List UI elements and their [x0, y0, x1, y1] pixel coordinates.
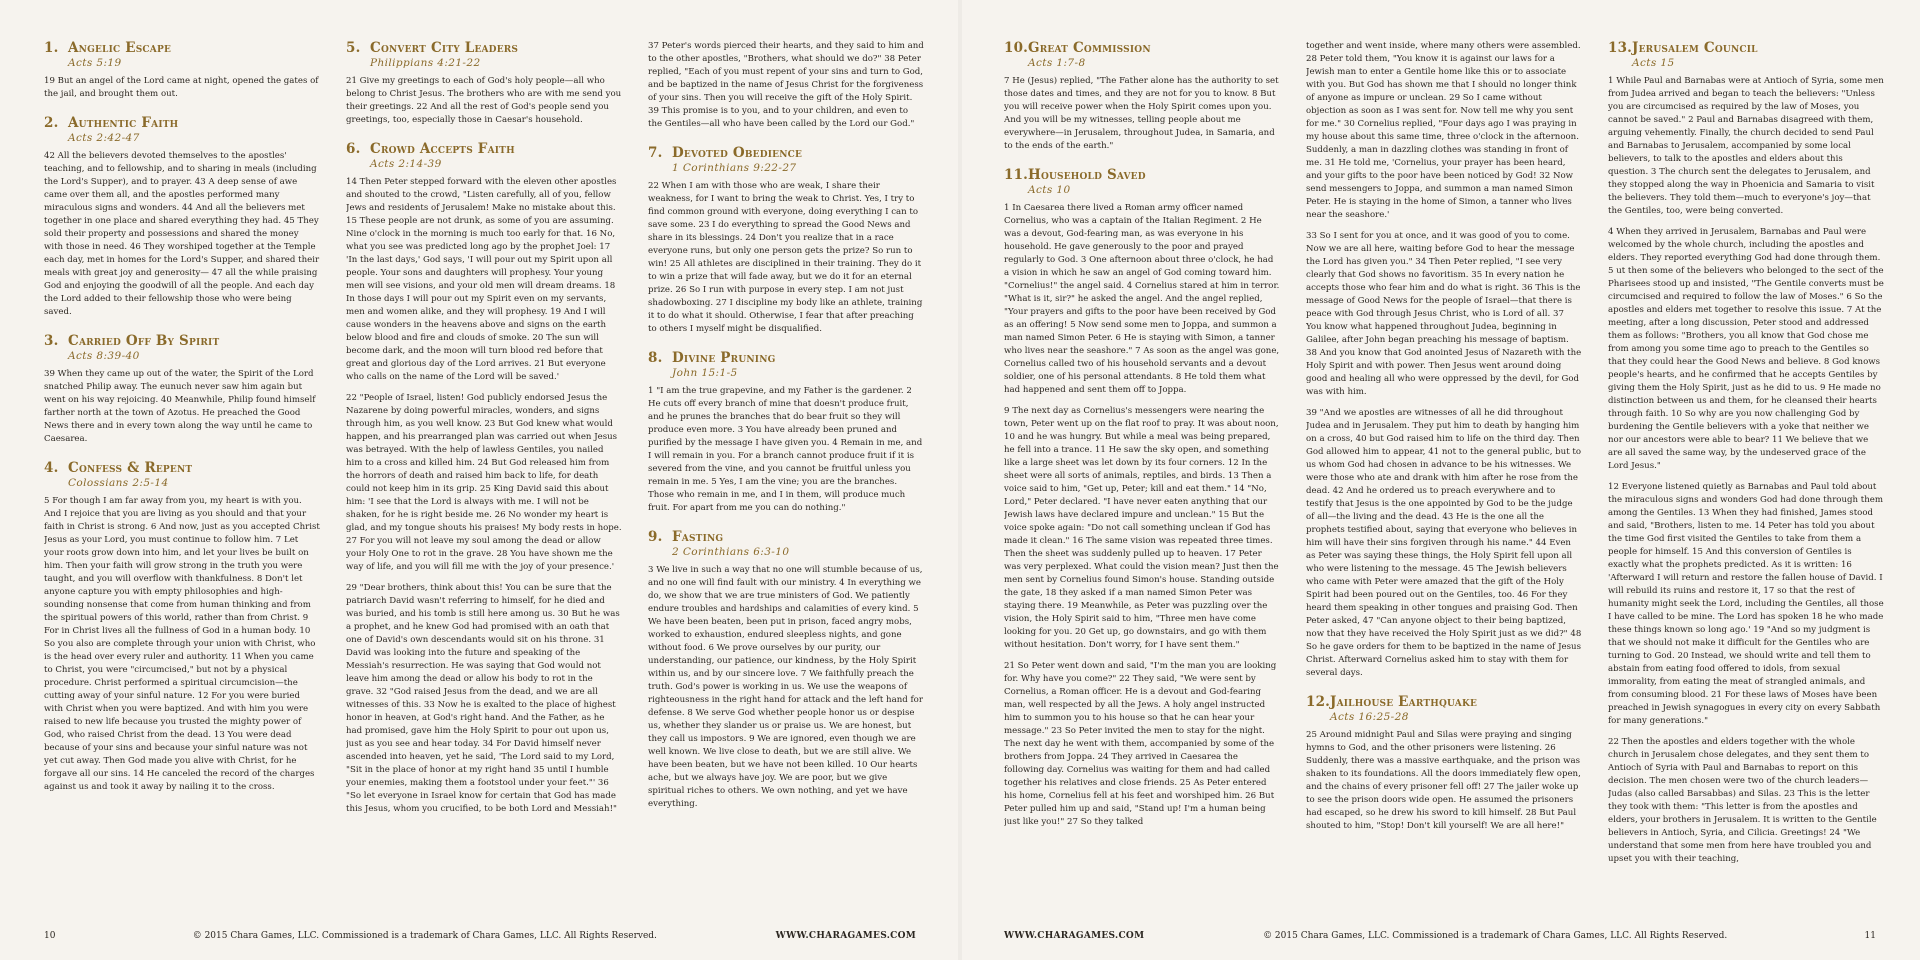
scripture-paragraph: 22 Then the apostles and elders together with the whole church in Jerusalem chose delegates, and they sent them to Antioch of Syria with Paul and Barnabas to report on this decision. The men chosen were two of the church leaders—Judas (also called Barsabbas) and Silas. 23 This is the letter they took with them: "This letter is from the apostles and elders, your brothers in Jerusalem. It is written to the Gentile believers in Antioch, Syria, and Cilicia. Greetings! 24 "We understand that some men from here have troubled you and upset you with their teaching, [1608, 737, 1877, 864]
scripture-paragraph: 39 When they came up out of the water, the Spirit of the Lord snatched Philip away. The eunuch never saw him again but went on his way rejoicing. 40 Meanwhile, Philip found himself farther north at the town of Azotus. He preached the Good News there and in every town along the way until he came to Caesarea. [44, 369, 316, 444]
section-heading [648, 145, 924, 161]
scripture-reference: John 15:1-5 [672, 367, 738, 379]
text-column [1608, 40, 1884, 900]
card-section [1004, 40, 1280, 153]
scripture-paragraph: 37 Peter's words pierced their hearts, and they said to him and to the other apostles, "Brothers, what should we do?" 38 Peter replied, "Each of you must repent of your sins and turn to God, and be baptized in the name of Jesus Christ for the forgiveness of your sins. Then you will receive the gift of the Holy Spirit. 39 This promise is to you, and to your children, and even to the Gentiles—all who have been called by the Lord our God." [648, 41, 924, 129]
scripture-paragraph: 42 All the believers devoted themselves to the apostles' teaching, and to fellowship, and to sharing in meals (including the Lord's Supper), and to prayer. 43 A deep sense of awe came over them all, and the apostles performed many miraculous signs and wonders. 44 And all the believers met together in one place and shared everything they had. 45 They sold their property and possessions and shared the money with those in need. 46 They worshiped together at the Temple each day, met in homes for the Lord's Supper, and shared their meals with great joy and generosity— 47 all the while praising God and enjoying the goodwill of all the people. And each day the Lord added to their fellowship those who were being saved. [44, 151, 320, 317]
section-heading [44, 333, 320, 349]
section-heading [1306, 694, 1582, 710]
section-heading [1004, 40, 1280, 56]
section-number: 7. [648, 145, 663, 161]
page-number: 10 [44, 931, 56, 941]
section-number: 11. [1004, 167, 1029, 183]
scripture-paragraph: 29 "Dear brothers, think about this! You can be sure that the patriarch David wasn't referring to himself, for he died and was buried, and his tomb is still here among us. 30 But he was a prophet, and he knew God had promised with an oath that one of David's own descendants would sit on his throne. 31 David was looking into the future and speaking of the Messiah's resurrection. He was saying that God would not leave him among the dead or allow his body to rot in the grave. 32 "God raised Jesus from the dead, and we are all witnesses of this. 33 Now he is exalted to the place of highest honor in heaven, at God's right hand. And the Father, as he had promised, gave him the Holy Spirit to pour out upon us, just as you see and hear today. 34 For David himself never ascended into heaven, yet he said, 'The Lord said to my Lord, "Sit in the place of honor at my right hand 35 until I humble your enemies, making them a footstool under your feet."' 36 "So let everyone in Israel know for certain that God has made this Jesus, whom you crucified, to be both Lord and Messiah!" [346, 583, 620, 814]
text-column [648, 40, 924, 900]
scripture-paragraph: 12 Everyone listened quietly as Barnabas and Paul told about the miraculous signs and wonders God had done through them among the Gentiles. 13 When they had finished, James stood and said, "Brothers, listen to me. 14 Peter has told you about the time God first visited the Gentiles to take from them a people for himself. 15 And this conversion of Gentiles is exactly what the prophets predicted. As it is written: 16 'Afterward I will return and restore the fallen house of David. I will rebuild its ruins and restore it, 17 so that the rest of humanity might seek the Lord, including the Gentiles, all those I have called to be mine. The Lord has spoken 18 he who made these things known so long ago.' 19 "And so my judgment is that we should not make it difficult for the Gentiles who are turning to God. 20 Instead, we should write and tell them to abstain from eating food offered to idols, from sexual immorality, from eating the meat of strangled animals, and from consuming blood. 21 For these laws of Moses have been preached in Jewish synagogues in every city on every Sabbath for many generations." [1608, 482, 1884, 726]
scripture-paragraph: 33 So I sent for you at once, and it was good of you to come. Now we are all here, waiting before God to hear the message the Lord has given you." 34 Then Peter replied, "I see very clearly that God shows no favoritism. 35 In every nation he accepts those who fear him and do what is right. 36 This is the message of Good News for the people of Israel—that there is peace with God through Jesus Christ, who is Lord of all. 37 You know what happened throughout Judea, beginning in Galilee, after John began preaching his message of baptism. 38 And you know that God anointed Jesus of Nazareth with the Holy Spirit and with power. Then Jesus went around doing good and healing all who were oppressed by the devil, for God was with him. [1306, 231, 1582, 397]
section-number: 6. [346, 141, 361, 157]
section-number: 13. [1608, 40, 1633, 56]
section-number: 12. [1306, 694, 1331, 710]
scripture-reference: Acts 2:42-47 [68, 132, 140, 144]
scripture-paragraph: 19 But an angel of the Lord came at night, opened the gates of the jail, and brought them out. [44, 76, 319, 99]
section-number: 2. [44, 115, 59, 131]
text-column [1306, 40, 1582, 900]
section-number: 4. [44, 460, 59, 476]
section-heading [1608, 40, 1884, 56]
section-title: Convert City Leaders [370, 40, 519, 56]
section-heading [346, 40, 622, 56]
left-footer [44, 926, 916, 946]
card-section [1004, 167, 1280, 829]
scripture-reference: Acts 16:25-28 [1330, 711, 1409, 723]
section-number: 1. [44, 40, 59, 56]
scripture-paragraph: 22 When I am with those who are weak, I share their weakness, for I want to bring the weak to Christ. Yes, I try to find common ground with everyone, doing everything I can to save some. 23 I do everything to spread the Good News and share in its blessings. 24 Don't you realize that in a race everyone runs, but only one person gets the prize? So run to win! 25 All athletes are disciplined in their training. They do it to win a prize that will fade away, but we do it for an eternal prize. 26 So I run with purpose in every step. I am not just shadowboxing. 27 I discipline my body like an athlete, training it to do what it should. Otherwise, I fear that after preaching to others I myself might be disqualified. [648, 181, 923, 334]
section-number: 3. [44, 333, 59, 349]
section-title: Jailhouse Earthquake [1330, 694, 1478, 710]
card-section [44, 40, 320, 101]
section-title: Household Saved [1028, 167, 1146, 183]
copyright-text: © 2015 Chara Games, LLC. Commissioned is a trademark of Chara Games, LLC. All Rights Reserved. [192, 931, 657, 941]
section-title: Carried Off By Spirit [68, 333, 220, 349]
scripture-reference: Colossians 2:5-14 [68, 477, 169, 489]
section-heading [44, 40, 320, 56]
scripture-paragraph: 39 "And we apostles are witnesses of all he did throughout Judea and in Jerusalem. They put him to death by hanging him on a cross, 40 but God raised him to life on the third day. Then God allowed him to appear, 41 not to the general public, but to us whom God had chosen in advance to be his witnesses. We were those who ate and drank with him after he rose from the dead. 42 And he ordered us to preach everywhere and to testify that Jesus is the one appointed by God to be the judge of all—the living and the dead. 43 He is the one all the prophets testified about, saying that everyone who believes in him will have their sins forgiven through his name." 44 Even as Peter was saying these things, the Holy Spirit fell upon all who were listening to the message. 45 The Jewish believers who came with Peter were amazed that the gift of the Holy Spirit had been poured out on the Gentiles, too. 46 For they heard them speaking in other tongues and praising God. Then Peter asked, 47 "Can anyone object to their being baptized, now that they have received the Holy Spirit just as we did?" 48 So he gave orders for them to be baptized in the name of Jesus Christ. Afterward Cornelius asked him to stay with them for several days. [1306, 408, 1582, 678]
card-section [648, 40, 924, 131]
section-title: Divine Pruning [672, 350, 776, 366]
scripture-paragraph: 7 He (Jesus) replied, "The Father alone has the authority to set those dates and times, and they are not for you to know. 8 But you will receive power when the Holy Spirit comes upon you. And you will be my witnesses, telling people about me everywhere—in Jerusalem, throughout Judea, in Samaria, and to the ends of the earth." [1004, 76, 1279, 151]
section-number: 8. [648, 350, 663, 366]
card-section [1306, 694, 1582, 833]
card-section [1306, 40, 1582, 680]
section-title: Angelic Escape [68, 40, 172, 56]
scripture-paragraph: 3 We live in such a way that no one will stumble because of us, and no one will find fault with our ministry. 4 In everything we do, we show that we are true ministers of God. We patiently endure troubles and hardships and calamities of every kind. 5 We have been beaten, been put in prison, faced angry mobs, worked to exhaustion, endured sleepless nights, and gone without food. 6 We prove ourselves by our purity, our understanding, our patience, our kindness, by the Holy Spirit within us, and by our sincere love. 7 We faithfully preach the truth. God's power is working in us. We use the weapons of righteousness in the right hand for attack and the left hand for defense. 8 We serve God whether people honor us or despise us, whether they slander us or praise us. We are honest, but they call us impostors. 9 We are ignored, even though we are well known. We live close to death, but we are still alive. We have been beaten, but we have not been killed. 10 Our hearts ache, but we always have joy. We are poor, but we give spiritual riches to others. We own nothing, and yet we have everything. [648, 565, 923, 809]
scripture-paragraph: 1 While Paul and Barnabas were at Antioch of Syria, some men from Judea arrived and began to teach the believers: "Unless you are circumcised as required by the law of Moses, you cannot be saved." 2 Paul and Barnabas disagreed with them, arguing vehemently. Finally, the church decided to send Paul and Barnabas to Jerusalem, accompanied by some local believers, to talk to the apostles and elders about this question. 3 The church sent the delegates to Jerusalem, and they stopped along the way in Phoenicia and Samaria to visit the believers. They told them—much to everyone's joy—that the Gentiles, too, were being converted. [1608, 76, 1884, 216]
card-section [648, 529, 924, 811]
section-heading [1004, 167, 1280, 183]
scripture-paragraph: 5 For though I am far away from you, my heart is with you. And I rejoice that you are living as you should and that your faith in Christ is strong. 6 And now, just as you accepted Christ Jesus as your Lord, you must continue to follow him. 7 Let your roots grow down into him, and let your lives be built on him. Then your faith will grow strong in the truth you were taught, and you will overflow with thankfulness. 8 Don't let anyone capture you with empty philosophies and high-sounding nonsense that come from human thinking and from the spiritual powers of this world, rather than from Christ. 9 For in Christ lives all the fullness of God in a human body. 10 So you also are complete through your union with Christ, who is the head over every ruler and authority. 11 When you came to Christ, you were "circumcised," but not by a physical procedure. Christ performed a spiritual circumcision—the cutting away of your sinful nature. 12 For you were buried with Christ when you were baptized. And with him you were raised to new life because you trusted the mighty power of God, who raised Christ from the dead. 13 You were dead because of your sins and because your sinful nature was not yet cut away. Then God made you alive with Christ, for he forgave all our sins. 14 He canceled the record of the charges against us and took it away by nailing it to the cross. [44, 496, 320, 792]
scripture-reference: Acts 5:19 [68, 57, 122, 69]
website-link[interactable]: WWW.CHARAGAMES.COM [1004, 931, 1145, 941]
card-section [346, 40, 622, 127]
section-number: 5. [346, 40, 361, 56]
card-section [648, 350, 924, 515]
website-link[interactable]: WWW.CHARAGAMES.COM [775, 931, 916, 941]
text-column [346, 40, 622, 900]
scripture-reference: Acts 15 [1632, 57, 1675, 69]
scripture-paragraph: 4 When they arrived in Jerusalem, Barnabas and Paul were welcomed by the whole church, including the apostles and elders. They reported everything God had done through them. 5 ut then some of the believers who belonged to the sect of the Pharisees stood up and insisted, "The Gentile converts must be circumcised and required to follow the law of Moses." 6 So the apostles and elders met together to resolve this issue. 7 At the meeting, after a long discussion, Peter stood and addressed them as follows: "Brothers, you all know that God chose me from among you some time ago to preach to the Gentiles so that they could hear the Good News and believe. 8 God knows people's hearts, and he confirmed that he accepts Gentiles by giving them the Holy Spirit, just as he did to us. 9 He made no distinction between us and them, for he cleansed their hearts through faith. 10 So why are you now challenging God by burdening the Gentile believers with a yoke that neither we nor our ancestors were able to bear? 11 We believe that we are all saved the same way, by the undeserved grace of the Lord Jesus." [1608, 227, 1884, 471]
scripture-paragraph: 22 "People of Israel, listen! God publicly endorsed Jesus the Nazarene by doing powerful miracles, wonders, and signs through him, as you well know. 23 But God knew what would happen, and his prearranged plan was carried out when Jesus was betrayed. With the help of lawless Gentiles, you nailed him to a cross and killed him. 24 But God released him from the horrors of death and raised him back to life, for death could not keep him in its grip. 25 King David said this about him: 'I see that the Lord is always with me. I will not be shaken, for he is right beside me. 26 No wonder my heart is glad, and my tongue shouts his praises! My body rests in hope. 27 For you will not leave my soul among the dead or allow your Holy One to rot in the grave. 28 You have shown me the way of life, and you will fill me with the joy of your presence.' [346, 393, 622, 572]
section-title: Devoted Obedience [672, 145, 803, 161]
card-section [44, 115, 320, 319]
card-section [1608, 40, 1884, 866]
section-title: Jerusalem Council [1632, 40, 1758, 56]
right-page [960, 0, 1920, 960]
card-section [648, 145, 924, 336]
section-heading [44, 115, 320, 131]
scripture-paragraph: 21 Give my greetings to each of God's holy people—all who belong to Christ Jesus. The brothers who are with me send you their greetings. 22 And all the rest of God's people send you greetings, too, especially those in Caesar's household. [346, 76, 622, 125]
scripture-reference: 1 Corinthians 9:22-27 [672, 162, 797, 174]
text-column [1004, 40, 1280, 900]
page-number: 11 [1864, 931, 1876, 941]
section-heading [44, 460, 320, 476]
section-heading [648, 529, 924, 545]
section-heading [648, 350, 924, 366]
section-title: Authentic Faith [68, 115, 179, 131]
section-number: 9. [648, 529, 663, 545]
scripture-reference: 2 Corinthians 6:3-10 [672, 546, 790, 558]
left-columns [44, 40, 924, 900]
scripture-reference: Philippians 4:21-22 [370, 57, 481, 69]
card-section [346, 141, 622, 816]
right-footer [1004, 926, 1876, 946]
scripture-paragraph: 25 Around midnight Paul and Silas were praying and singing hymns to God, and the other prisoners were listening. 26 Suddenly, there was a massive earthquake, and the prison was shaken to its foundations. All the doors immediately flew open, and the chains of every prisoner fell off! 27 The jailer woke up to see the prison doors wide open. He assumed the prisoners had escaped, so he drew his sword to kill himself. 28 But Paul shouted to him, "Stop! Don't kill yourself! We are all here!" [1306, 730, 1581, 831]
card-section [44, 333, 320, 446]
section-heading [346, 141, 622, 157]
scripture-paragraph: 14 Then Peter stepped forward with the eleven other apostles and shouted to the crowd, "Listen carefully, all of you, fellow Jews and residents of Jerusalem! Make no mistake about this. 15 These people are not drunk, as some of you are assuming. Nine o'clock in the morning is much too early for that. 16 No, what you see was predicted long ago by the prophet Joel: 17 'In the last days,' God says, 'I will pour out my Spirit upon all people. Your sons and daughters will prophesy. Your young men will see visions, and your old men will dream dreams. 18 In those days I will pour out my Spirit even on my servants, men and women alike, and they will prophesy. 19 And I will cause wonders in the heavens above and signs on the earth below blood and fire and clouds of smoke. 20 The sun will become dark, and the moon will turn blood red before that great and glorious day of the Lord arrives. 21 But everyone who calls on the name of the Lord will be saved.' [346, 177, 617, 382]
scripture-reference: Acts 1:7-8 [1028, 57, 1086, 69]
section-title: Great Commission [1028, 40, 1151, 56]
right-columns [1004, 40, 1884, 900]
section-title: Confess & Repent [68, 460, 193, 476]
section-title: Fasting [672, 529, 724, 545]
scripture-paragraph: 21 So Peter went down and said, "I'm the man you are looking for. Why have you come?" 22 They said, "We were sent by Cornelius, a Roman officer. He is a devout and God-fearing man, well respected by all the Jews. A holy angel instructed him to summon you to his house so that he can hear your message." 23 So Peter invited the men to stay for the night. The next day he went with them, accompanied by some of the brothers from Joppa. 24 They arrived in Caesarea the following day. Cornelius was waiting for them and had called together his relatives and close friends. 25 As Peter entered his home, Cornelius fell at his feet and worshiped him. 26 But Peter pulled him up and said, "Stand up! I'm a human being just like you!" 27 So they talked [1004, 661, 1277, 827]
card-section [44, 460, 320, 794]
section-title: Crowd Accepts Faith [370, 141, 515, 157]
scripture-reference: Acts 2:14-39 [370, 158, 442, 170]
scripture-paragraph: together and went inside, where many others were assembled. 28 Peter told them, "You know it is against our laws for a Jewish man to enter a Gentile home like this or to associate with you. But God has shown me that I should no longer think of anyone as impure or unclean. 29 So I came without objection as soon as I was sent for. Now tell me why you sent for me." 30 Cornelius replied, "Four days ago I was praying in my house about this same time, three o'clock in the afternoon. Suddenly, a man in dazzling clothes was standing in front of me. 31 He told me, 'Cornelius, your prayer has been heard, and your gifts to the poor have been noticed by God! 32 Now send messengers to Joppa, and summon a man named Simon Peter. He is staying in the home of Simon, a tanner who lives near the seashore.' [1306, 41, 1581, 220]
scripture-paragraph: 1 "I am the true grapevine, and my Father is the gardener. 2 He cuts off every branch of mine that doesn't produce fruit, and he prunes the branches that do bear fruit so they will produce even more. 3 You have already been pruned and purified by the message I have given you. 4 Remain in me, and I will remain in you. For a branch cannot produce fruit if it is severed from the vine, and you cannot be fruitful unless you remain in me. 5 Yes, I am the vine; you are the branches. Those who remain in me, and I in them, will produce much fruit. For apart from me you can do nothing." [648, 386, 923, 513]
scripture-paragraph: 1 In Caesarea there lived a Roman army officer named Cornelius, who was a captain of the Italian Regiment. 2 He was a devout, God-fearing man, as was everyone in his household. He gave generously to the poor and prayed regularly to God. 3 One afternoon about three o'clock, he had a vision in which he saw an angel of God coming toward him. "Cornelius!" the angel said. 4 Cornelius stared at him in terror. "What is it, sir?" he asked the angel. And the angel replied, "Your prayers and gifts to the poor have been received by God as an offering! 5 Now send some men to Joppa, and summon a man named Simon Peter. 6 He is staying with Simon, a tanner who lives near the seashore." 7 As soon as the angel was gone, Cornelius called two of his household servants and a devout soldier, one of his personal attendants. 8 He told them what had happened and sent them off to Joppa. [1004, 203, 1280, 395]
scripture-reference: Acts 8:39-40 [68, 350, 140, 362]
text-column [44, 40, 320, 900]
scripture-reference: Acts 10 [1028, 184, 1071, 196]
scripture-paragraph: 9 The next day as Cornelius's messengers were nearing the town, Peter went up on the flat roof to pray. It was about noon, 10 and he was hungry. But while a meal was being prepared, he fell into a trance. 11 He saw the sky open, and something like a large sheet was let down by its four corners. 12 In the sheet were all sorts of animals, reptiles, and birds. 13 Then a voice said to him, "Get up, Peter; kill and eat them." 14 "No, Lord," Peter declared. "I have never eaten anything that our Jewish laws have declared impure and unclean." 15 But the voice spoke again: "Do not call something unclean if God has made it clean." 16 The same vision was repeated three times. Then the sheet was suddenly pulled up to heaven. 17 Peter was very perplexed. What could the vision mean? Just then the men sent by Cornelius found Simon's house. Standing outside the gate, 18 they asked if a man named Simon Peter was staying there. 19 Meanwhile, as Peter was puzzling over the vision, the Holy Spirit said to him, "Three men have come looking for you. 20 Get up, go downstairs, and go with them without hesitation. Don't worry, for I have sent them." [1004, 406, 1279, 650]
copyright-text: © 2015 Chara Games, LLC. Commissioned is a trademark of Chara Games, LLC. All Rights Reserved. [1263, 931, 1728, 941]
section-number: 10. [1004, 40, 1029, 56]
